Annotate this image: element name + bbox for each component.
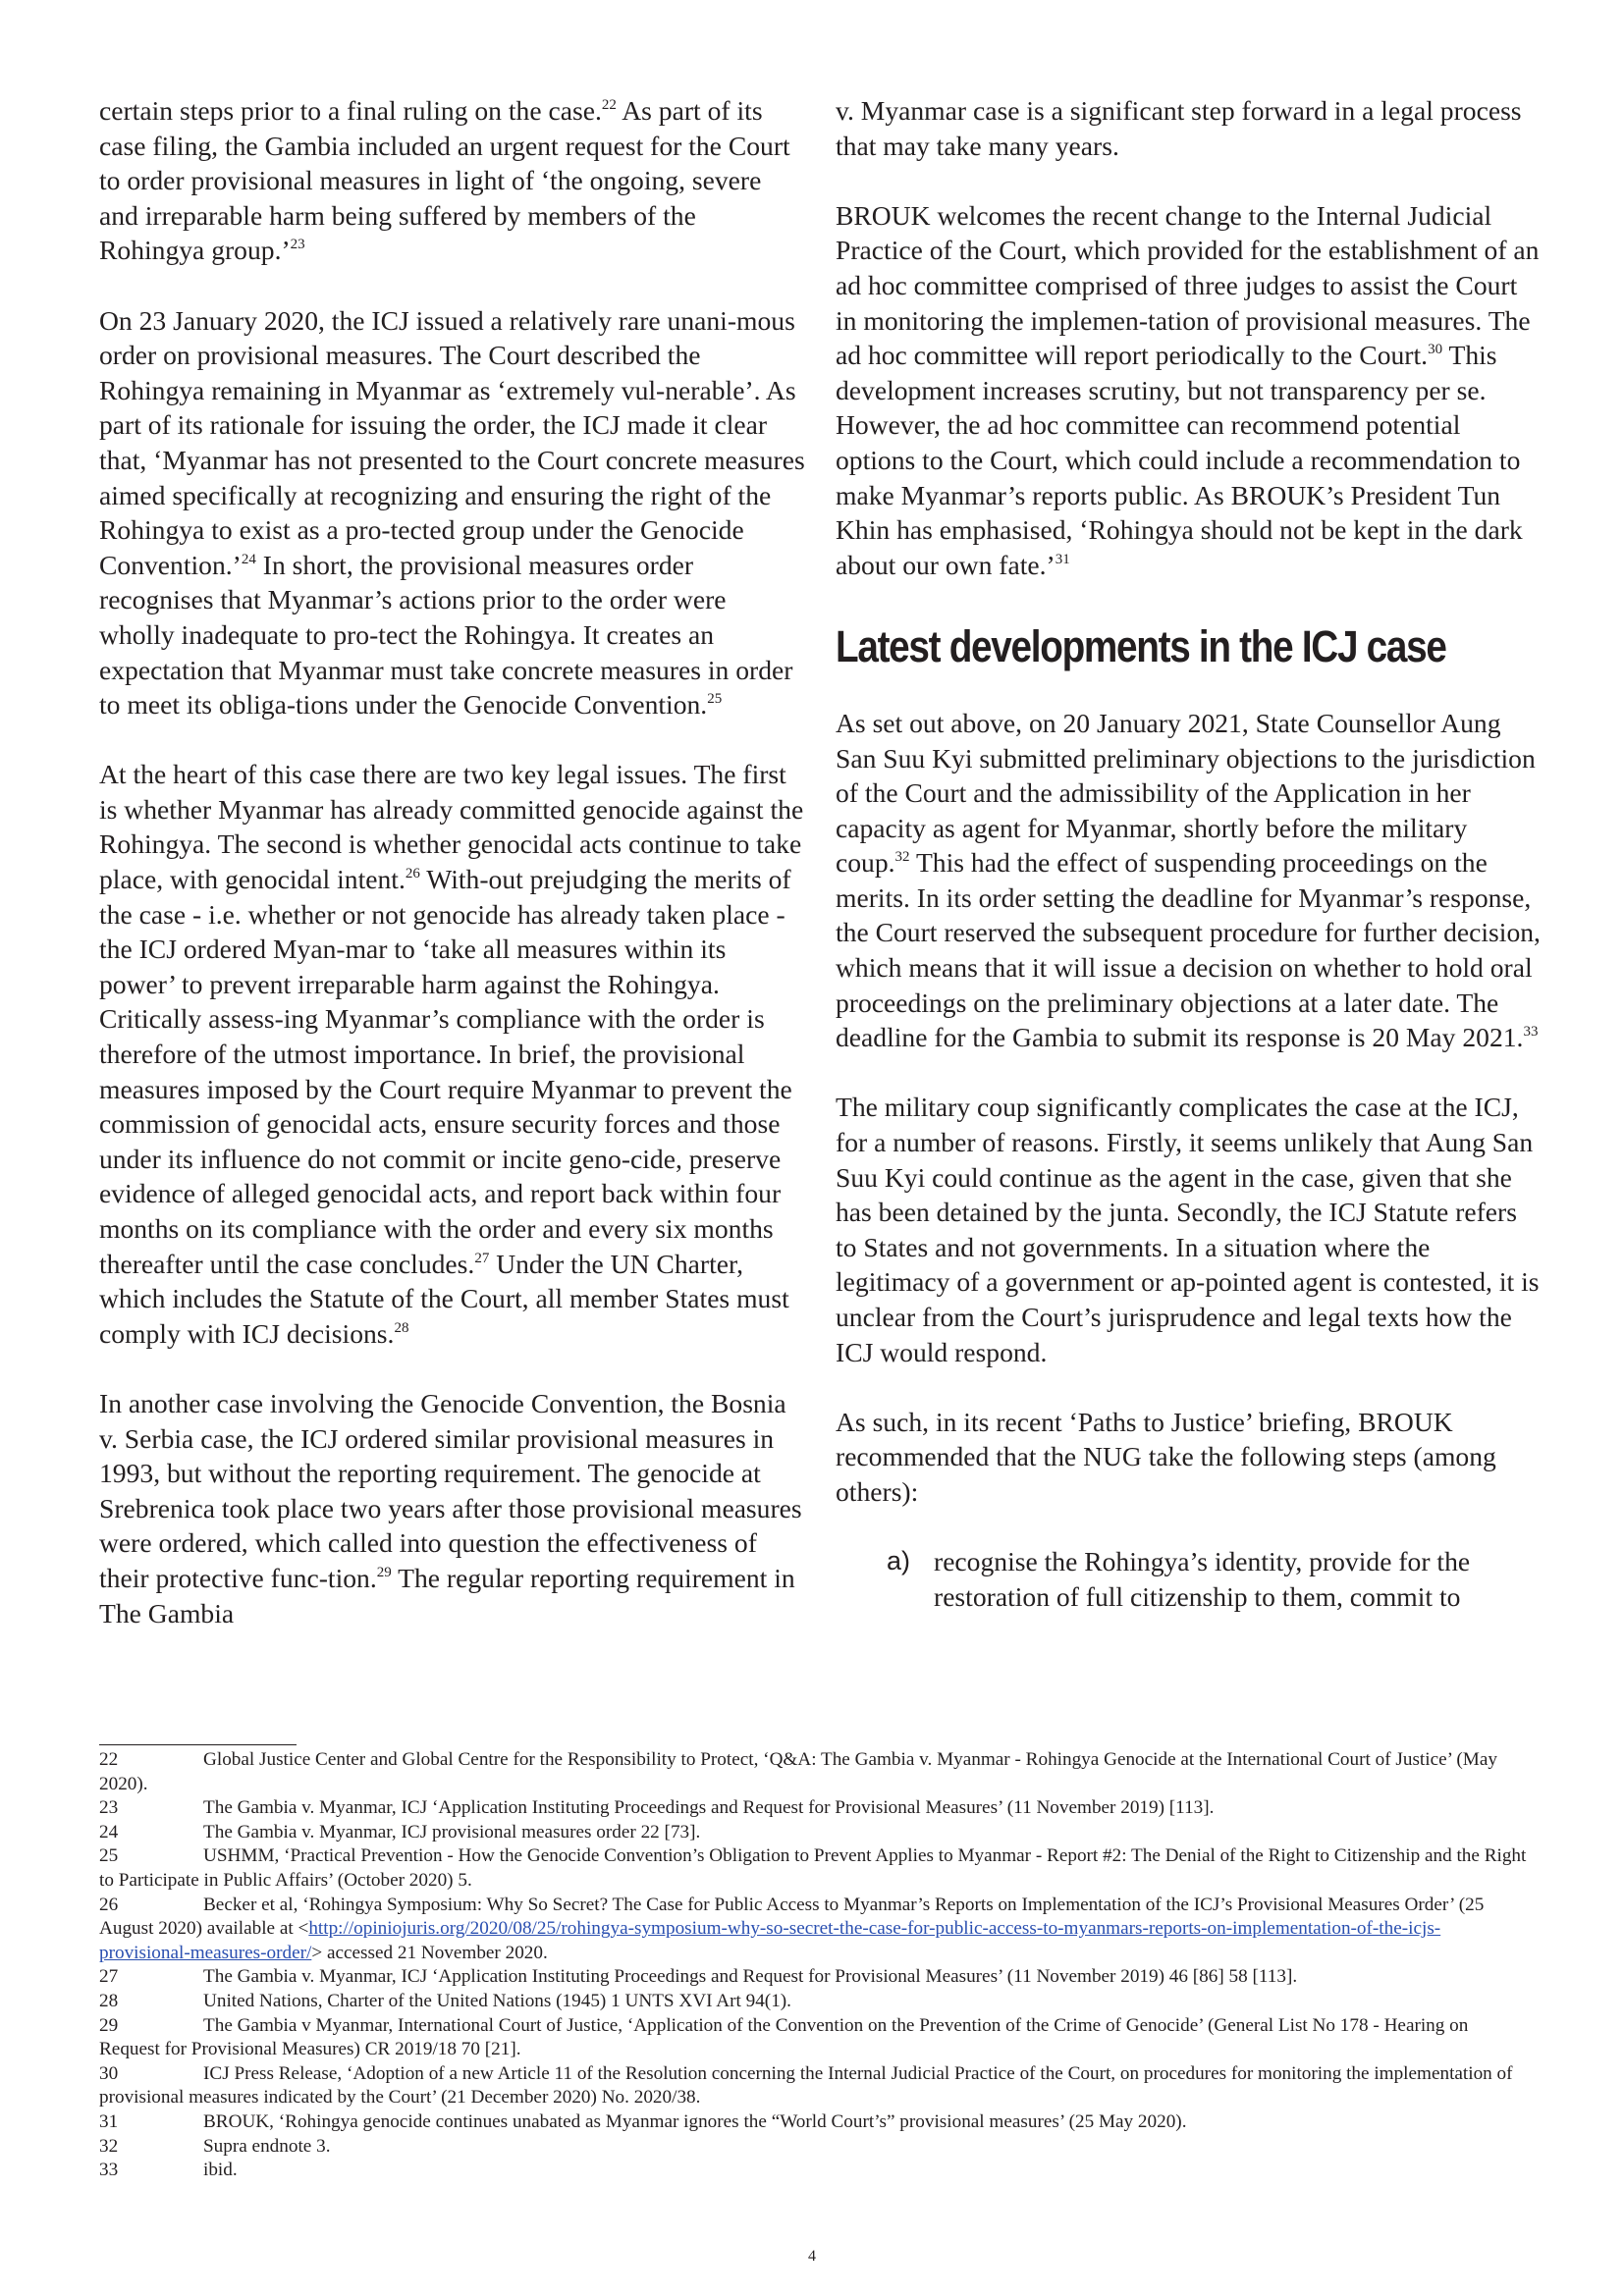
footnote-31: 31 BROUK, ‘Rohingya genocide continues unabated as Myanmar ignores the “World Court’s” provisional measures’ (25 May 2020). xyxy=(99,2110,1187,2132)
list-item-text: recognise the Rohingya’s identity, provide for the restoration of full citizenship to them, commit to xyxy=(934,1546,1471,1612)
footnote-28: 28 United Nations, Charter of the United Nations (1945) 1 UNTS XVI Art 94(1). xyxy=(99,1990,791,2011)
list-item xyxy=(836,1544,1543,1614)
body-paragraph: As set out above, on 20 January 2021, State Counsellor Aung San Suu Kyi submitted preliminary objections to the jurisdiction of the Court and the admissibility of the Application in her capacity as agent for Myanmar, shortly before the military coup.$^{32}$ This had the effect of suspending proceedings on the merits. In its order setting the deadline for Myanmar’s response, the Court reserved the subsequent procedure for further decision, which means that it will issue a decision on whether to hold oral proceedings on the preliminary objections at a later date. The deadline for the Gambia to submit its response is 20 May 2021.33 xyxy=(836,707,1541,1053)
body-paragraph: As such, in its recent ‘Paths to Justice’ briefing, BROUK recommended that the NUG take the following steps (among others): xyxy=(836,1406,1496,1507)
body-paragraph: BROUK welcomes the recent change to the Internal Judicial Practice of the Court, which provided for the establishment of an ad hoc committee comprised of three judges to assist the Court in monitoring the implemen-tation of provisional measures. The ad hoc committee will report periodically to the Court.$^{30}$ This development increases scrutiny, but not transparency per se. However, the ad hoc committee can recommend potential options to the Court, which could include a recommendation to make Myanmar’s reports public. As BROUK’s President Tun Khin has emphasised, ‘Rohingya should not be kept in the dark about our own fate.’$^{31}$ xyxy=(836,199,1540,580)
footnote-ref[interactable]: 30 xyxy=(1428,342,1443,358)
footnote-ref[interactable]: 24 xyxy=(241,551,256,567)
footnote-ref[interactable]: 32 xyxy=(894,849,910,866)
right-column xyxy=(836,93,1543,1614)
footnote-23: 23 The Gambia v. Myanmar, ICJ ‘Application Instituting Proceedings and Request for Provisional Measures’ (11 November 2019) [113]. xyxy=(99,1797,1215,1819)
body-paragraph: certain steps prior to a final ruling on the case.$^{22}$ As part of its case filing, the Gambia included an urgent request for the Court to order provisional measures in light of ‘the ongoing, severe and irreparable harm being suffered by members of the Rohingya group.’$^{23}$ xyxy=(99,95,790,266)
body-paragraph: The military coup significantly complicates the case at the ICJ, for a number of reasons. Firstly, it seems unlikely that Aung San Suu Kyi could continue as the agent in the case, given that she has been detained by the junta. Secondly, the ICJ Statute refers to States and not governments. In a situation where the legitimacy of a government or ap-pointed agent is contested, it is unclear from the Court’s jurisprudence and legal texts how the ICJ would respond. xyxy=(836,1092,1540,1367)
body-paragraph: On 23 January 2020, the ICJ issued a relatively rare unani-mous order on provisional measures. The Court described the Rohingya remaining in Myanmar as ‘extremely vul-nerable’. As part of its rationale for issuing the order, the ICJ made it clear that, ‘Myanmar has not presented to the Court concrete measures aimed specifically at recognizing and ensuring the right of the Rohingya to exist as a pro-tected group under the Genocide Convention.’$^{24}$ In short, the provisional measures order recognises that Myanmar’s actions prior to the order were wholly inadequate to pro-tect the Rohingya. It creates an expectation that Myanmar must take concrete measures in order to meet its obliga-tions under the Genocide Convention.$^{25}$ xyxy=(99,304,805,721)
footnote-ref[interactable]: 22 xyxy=(601,97,617,113)
footnote-ref[interactable]: 31 xyxy=(1055,551,1070,567)
body-paragraph: In another case involving the Genocide Convention, the Bosnia v. Serbia case, the ICJ ordered similar provisional measures in 1993, but without the reporting requirement. The genocide at Srebrenica took place two years after those provisional measures were ordered, which called into question the effectiveness of their protective func-tion.$^{29}$ The regular reporting requirement in The Gambia xyxy=(99,1387,802,1629)
body-paragraph: At the heart of this case there are two key legal issues. The first is whether Myanmar has already committed genocide against the Rohingya. The second is whether genocidal acts continue to take place, with genocidal intent.$^{26}$ With-out prejudging the merits of the case - i.e. whether or not genocide has already taken place - the ICJ ordered Myan-mar to ‘take all measures within its power’ to prevent irreparable harm against the Rohingya. Critically assess-ing Myanmar’s compliance with the order is therefore of the utmost importance. In brief, the provisional measures imposed by the Court require Myanmar to prevent the commission of genocidal acts, ensure security forces and those under its influence do not commit or incite geno-cide, preserve evidence of alleged genocidal acts, and report back within four months on its compliance with the order and every six months thereafter until the case concludes.$^{27}$ Under the UN Charter, which includes the Statute of the Court, all member States must comply with ICJ decisions.$^{28}$ xyxy=(99,759,804,1349)
footnote-22: 22 Global Justice Center and Global Centre for the Responsibility to Protect, ‘Q&A: The Gambia v. Myanmar - Rohingya Genocide at the International Court of Justice’ (May 2020). xyxy=(99,1749,1497,1794)
footnote-ref[interactable]: 25 xyxy=(707,691,723,708)
footnote-ref[interactable]: 28 xyxy=(394,1319,409,1336)
left-column xyxy=(99,93,806,1666)
footnote-25: 25 USHMM, ‘Practical Prevention - How the Genocide Convention’s Obligation to Prevent Applies to Myanmar - Report #2: The Denial of the Right to Citizenship and the Right to Participate in Public Affairs’ (October 2020) 5. xyxy=(99,1845,1527,1891)
footnote-30: 30 ICJ Press Release, ‘Adoption of a new Article 11 of the Resolution concerning the Internal Judicial Practice of the Court, on procedures for monitoring the implementation of provisional measures indicated by the Court’ (21 December 2020) No. 2020/38. xyxy=(99,2062,1513,2109)
footnote-ref[interactable]: 33 xyxy=(1523,1024,1539,1041)
page-number: 4 xyxy=(808,2248,816,2265)
footnote-26: 26 Becker et al, ‘Rohingya Symposium: Why So Secret? The Case for Public Access to Myanmar’s Reports on Implementation of the ICJ’s Provisional Measures Order’ (25 August 2020) available at <http://opiniojuris.org/2020/08/25/rohingya-symposium-why-so-secret-the-case-for-public-access-to-myanmars-reports-on-implementation-of-the-icjs-provisional-measures-order/> accessed 21 November 2020. xyxy=(99,1894,1485,1963)
footnote-29: 29 The Gambia v Myanmar, International Court of Justice, ‘Application of the Convention on the Prevention of the Crime of Genocide’ (General List No 178 - Hearing on Request for Provisional Measures) CR 2019/18 70 [21]. xyxy=(99,2014,1469,2060)
footnote-ref[interactable]: 27 xyxy=(474,1250,490,1266)
footnote-ref[interactable]: 29 xyxy=(376,1564,392,1580)
list-marker: a) xyxy=(887,1546,911,1576)
footnote-divider xyxy=(99,1744,297,1745)
footnote-link[interactable]: http://opiniojuris.org/2020/08/25/rohingya-symposium-why-so-secret-the-case-for-public-access-to-myanmars-reports-on-implementation-of-the-icjs-provisional-measures-order/ xyxy=(99,1918,1441,1963)
footnote-32: 32 Supra endnote 3. xyxy=(99,2135,331,2157)
footnote-ref[interactable]: 26 xyxy=(405,866,420,882)
footnote-24: 24 The Gambia v. Myanmar, ICJ provisional measures order 22 [73]. xyxy=(99,1821,701,1842)
section-heading: Latest developments in the ICJ case xyxy=(836,620,1446,671)
footnotes xyxy=(99,1748,1528,2183)
body-paragraph: v. Myanmar case is a significant step forward in a legal process that may take many years. xyxy=(836,95,1522,161)
footnote-ref[interactable]: 23 xyxy=(290,237,305,253)
footnote-33: 33 ibid. xyxy=(99,2160,238,2181)
footnote-27: 27 The Gambia v. Myanmar, ICJ ‘Application Instituting Proceedings and Request for Provisional Measures’ (11 November 2019) 46 [86] 58 [113]. xyxy=(99,1966,1298,1988)
